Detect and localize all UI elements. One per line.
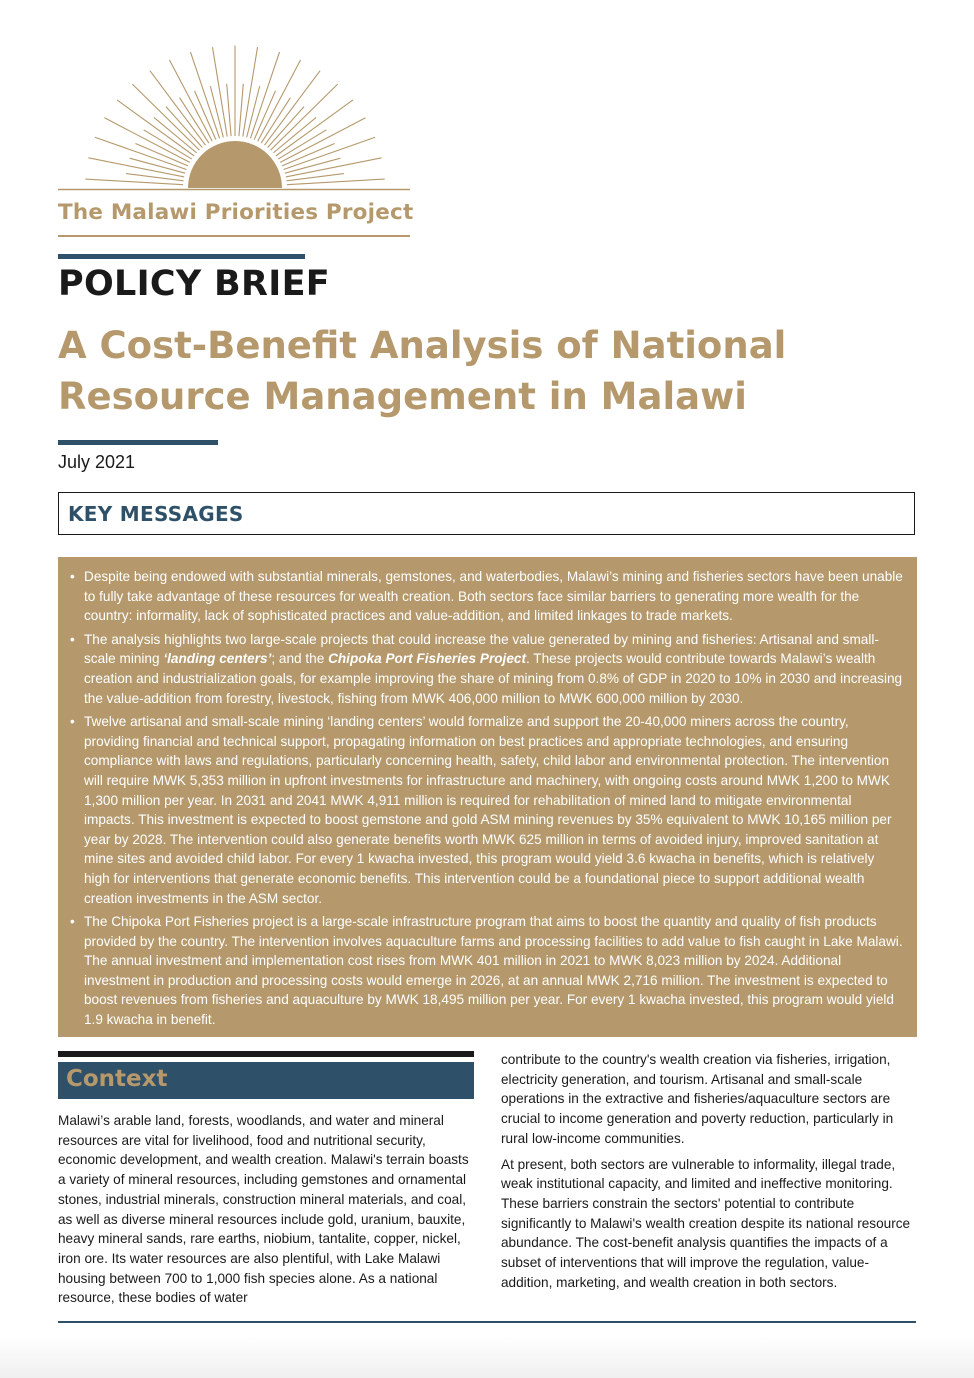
key-messages-header	[58, 492, 915, 535]
page-title: A Cost-Benefit Analysis of National Resource Management in Malawi	[58, 324, 787, 418]
logo-divider	[58, 235, 410, 237]
context-accent-bar	[58, 1051, 474, 1057]
key-message-text-part: The analysis highlights two large-scale projects that could increase the value generated by mining and fisheries: Artisanal and small-scale mining	[84, 631, 879, 667]
sun-ray	[254, 91, 275, 140]
sun-ray	[169, 60, 212, 141]
logo-name: The Malawi Priorities Project	[58, 200, 414, 225]
chipoka-project-emphasis: Chipoka Port Fisheries Project	[328, 651, 526, 667]
sun-ray	[88, 158, 184, 177]
sun-ray	[150, 71, 206, 146]
logo	[58, 38, 412, 238]
key-messages-panel	[58, 557, 917, 1037]
title-accent-bar	[58, 440, 218, 445]
key-messages-list	[70, 567, 903, 1030]
key-message-text-part: ; and the	[271, 651, 329, 667]
key-message-text-part: . These projects would contribute towards Malawi’s wealth creation and industrialization goals, for example improving the share of mining from 0.8% of GDP in 2020 to 10% in 2030 and increasing the value-addition from forestry, livestock, fishing from MWK 406,000 million to MWK 600,000 million by 2030.	[84, 651, 903, 706]
key-message-item	[70, 630, 903, 708]
sun-ray	[264, 71, 320, 146]
sun-ray	[261, 98, 290, 143]
policy-brief-label: POLICY BRIEF	[58, 264, 331, 304]
bullet-icon: •	[70, 631, 75, 647]
sun-ray	[286, 158, 382, 177]
sun-ray	[258, 60, 301, 141]
sun-ray	[132, 84, 199, 150]
sun-ray	[195, 91, 216, 140]
key-message-item	[70, 567, 903, 626]
key-messages-title: KEY MESSAGES	[68, 502, 244, 526]
key-message-item	[70, 912, 903, 1030]
context-left-column	[58, 1111, 470, 1314]
key-message-text: The Chipoka Port Fisheries project is a large-scale infrastructure program that aims to boost the quantity and quality of fish products provided by the country. The intervention involves aquaculture farms and processing facilities to add value to fish caught in Lake Malawi. The annual investment and implementation cost rises from MWK 401 million in 2021 to MWK 8,023 million by 2024. Additional investment in production and processing costs would emerge in 2026, at an annual MWK 2,716 million. The investment is expected to boost revenues from fisheries and aquaculture by MWK 18,495 million per year. For every 1 kwacha invested, this program would yield 1.9 kwacha in benefit.	[84, 914, 903, 1028]
sun-ray	[287, 179, 385, 185]
sun-ray	[276, 100, 353, 156]
context-paragraph: At present, both sectors are vulnerable to informality, illegal trade, weak institutional capacity, and limited and ineffective monitoring. These barriers constrain the sectors' potential to contribute significantly to Malawi's wealth creation despite its national resource abundance. The cost-benefit analysis quantifies the impacts of a subset of interventions that will improve the regulation, value-addition, marketing, and wealth creation in both sectors.	[501, 1156, 911, 1290]
key-message-text: Twelve artisanal and small-scale mining ‘landing centers’ would formalize and support the 20-40,000 miners across the country, providing financial and technical support, propagating information on best practices and appropriate technologies, and ensuring compliance with laws and regulations, particularly concerning health, safety, child labor and environmental protection. The intervention will require MWK 5,353 million in upfront investments for infrastructure and machinery, with ongoing costs around MWK 1,200 to MWK 1,300 million per year. In 2031 and 2041 MWK 4,911 million is required for rehabilitation of mined land to mitigate environmental impacts. This investment is expected to boost gemstone and gold ASM mining revenues by 35% equivalent to MWK 10,165 million per year by 2028. The intervention could also generate benefits worth MWK 625 million in terms of avoided injury, improved sanitation at mine sites and avoided child labor. For every 1 kwacha invested, this program would yield 3.6 kwacha in benefits, which is relatively high for interventions that generate economic benefits. This intervention could be a foundational piece to support additional wealth creation investments in the ASM sector.	[84, 714, 892, 906]
sun-ray	[227, 84, 231, 136]
bullet-icon: •	[70, 714, 75, 730]
context-right-column	[501, 1050, 915, 1298]
sun-ray	[271, 84, 338, 150]
sun-ray	[239, 84, 243, 136]
key-message-item	[70, 712, 903, 908]
context-paragraph: contribute to the country's wealth creation via fisheries, irrigation, electricity generation, and tourism. Artisanal and small-scale operations in the extractive and fisheries/aquaculture sectors are crucial to income generation and poverty reduction, particularly in rural low-income communities.	[501, 1052, 894, 1146]
rising-sun-icon	[58, 38, 412, 198]
bullet-icon: •	[70, 914, 75, 930]
sun-ray	[117, 100, 194, 156]
sun-ray	[144, 130, 192, 159]
header-accent-bar	[58, 254, 305, 259]
page-bottom-shade	[0, 1336, 974, 1378]
footer-divider	[58, 1321, 916, 1323]
sun-ray	[85, 179, 183, 185]
landing-centers-emphasis: ‘landing centers’	[163, 651, 272, 667]
context-paragraph: Malawi’s arable land, forests, woodlands, and water and mineral resources are vital for livelihood, food and nutritional security, economic development, and wealth creation. Malawi's terrain boasts a variety of mineral resources, including gemstones and ornamental stones, industrial minerals, construction mineral materials, and coal, as well as diverse mineral resources include gold, uranium, bauxite, heavy mineral sands, rare earths, niobium, tantalite, copper, nickel, iron ore. Its water resources are also plentiful, with Lake Malawi housing between 700 to 1,000 fish species alone. As a national resource, these bodies of water	[58, 1113, 469, 1306]
key-message-text: Despite being endowed with substantial minerals, gemstones, and waterbodies, Malawi’s mining and fisheries sectors have been unable to fully take advantage of these resources for wealth creation. Both sectors face similar barriers to generating more wealth for the country: informality, lack of sophisticated practices and value-addition, and limited linkages to trade markets.	[84, 569, 903, 624]
publication-date: July 2021	[58, 452, 136, 472]
context-title: Context	[66, 1066, 168, 1092]
sun-ray	[180, 98, 209, 143]
key-message-text	[84, 630, 903, 708]
context-header	[58, 1062, 474, 1099]
sun-ray	[278, 130, 326, 159]
bullet-icon: •	[70, 569, 75, 584]
